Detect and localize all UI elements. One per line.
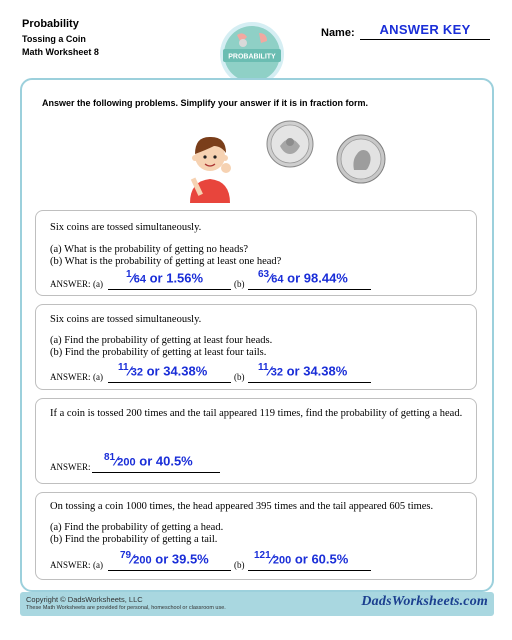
part-label: (b): [234, 560, 245, 570]
boy-illustration-icon: [180, 128, 240, 203]
problem-box-1: [35, 210, 477, 296]
answer-blank: [248, 382, 371, 383]
answer-blank: [108, 382, 231, 383]
coin-tails-icon: [266, 120, 314, 168]
dadsworksheets-logo[interactable]: DadsWorksheets.com: [361, 594, 488, 609]
problem-text: (b) Find the probability of getting at least four tails.: [50, 347, 267, 358]
problem-text: Six coins are tossed simultaneously.: [50, 314, 202, 325]
part-label: (b): [234, 279, 245, 289]
answer-blank: [248, 289, 371, 290]
worksheet-title: Probability: [22, 18, 79, 30]
answer-blank: [248, 570, 371, 571]
answer-value[interactable]: $^{11}$⁄32 or 34.38%: [258, 362, 348, 379]
copyright-text: Copyright © DadsWorksheets, LLC: [26, 595, 143, 604]
part-label: (a): [93, 279, 103, 289]
answer-value[interactable]: $^{81}$⁄200 or 40.5%: [104, 452, 193, 469]
instructions: Answer the following problems. Simplify your answer if it is in fraction form.: [42, 98, 369, 108]
problem-text: (a) Find the probability of getting at least four heads.: [50, 335, 273, 346]
problem-box-2: [35, 304, 477, 390]
answer-value[interactable]: $^{121}$⁄200 or 60.5%: [254, 550, 349, 567]
answer-blank: [108, 289, 231, 290]
problem-text: (b) What is the probability of getting at least one head?: [50, 256, 282, 267]
answer-label: ANSWER:: [50, 560, 91, 570]
part-label: (b): [234, 372, 245, 382]
worksheet-subtitle: Tossing a Coin: [22, 34, 86, 44]
problem-box-4: [35, 492, 477, 580]
footer-bar: [20, 592, 494, 616]
problem-box-3: [35, 398, 477, 484]
problem-text: (a) What is the probability of getting no heads?: [50, 244, 249, 255]
badge-text: PROBABILITY: [228, 53, 276, 61]
answer-blank: [108, 570, 231, 571]
answer-value[interactable]: $^{79}$⁄200 or 39.5%: [120, 550, 209, 567]
part-label: (a): [93, 560, 103, 570]
coin-heads-icon: [336, 134, 386, 184]
answer-blank: [92, 472, 220, 473]
usage-notice: These Math Worksheets are provided for personal, homeschool or classroom use.: [26, 605, 226, 611]
answer-value[interactable]: $^1$⁄64 or 1.56%: [126, 269, 204, 286]
answer-label: ANSWER:: [50, 372, 91, 382]
problem-text: If a coin is tossed 200 times and the tail appeared 119 times, find the probability of getting a head.: [50, 408, 463, 419]
part-label: (a): [93, 372, 103, 382]
answer-value[interactable]: $^{63}$⁄64 or 98.44%: [258, 269, 348, 286]
name-label: Name:: [321, 27, 355, 39]
answer-label: ANSWER:: [50, 462, 91, 472]
answer-label: ANSWER:: [50, 279, 91, 289]
problem-text: (a) Find the probability of getting a head.: [50, 522, 224, 533]
name-line: [360, 39, 490, 40]
answer-value[interactable]: $^{11}$⁄32 or 34.38%: [118, 362, 208, 379]
problem-text: (b) Find the probability of getting a tail.: [50, 534, 218, 545]
problem-text: Six coins are tossed simultaneously.: [50, 222, 202, 233]
name-value[interactable]: ANSWER KEY: [379, 22, 471, 37]
worksheet-number: Math Worksheet 8: [22, 47, 99, 57]
problem-text: On tossing a coin 1000 times, the head appeared 395 times and the tail appeared 605 times.: [50, 501, 434, 512]
